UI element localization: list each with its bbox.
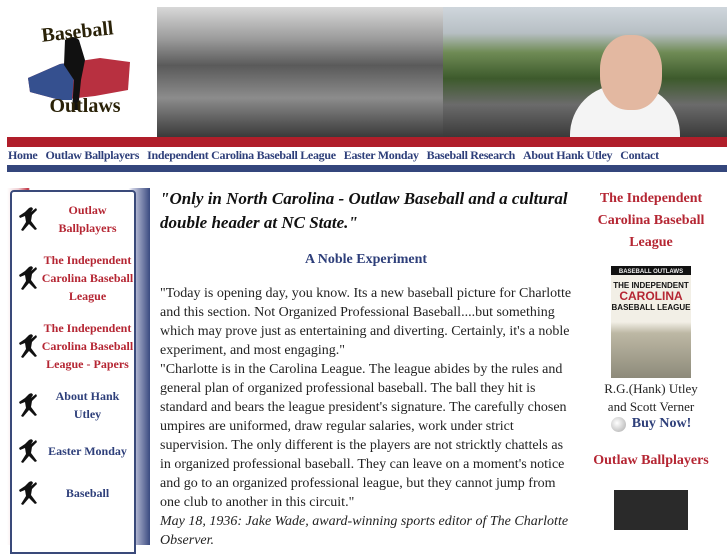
headline-quote: "Only in North Carolina - Outlaw Baseball and a cultural double header at NC State." <box>160 189 568 232</box>
book-cover[interactable] <box>611 266 691 378</box>
nav-contact[interactable]: Contact <box>620 148 659 162</box>
sidebar-item-label: Baseball <box>65 486 110 500</box>
sidebar-item-league-papers[interactable] <box>12 319 134 373</box>
pitcher-icon <box>15 437 41 465</box>
baseball-icon <box>611 417 626 432</box>
nav-outlaw-ballplayers[interactable]: Outlaw Ballplayers <box>45 148 140 162</box>
sidebar-item-baseball-research[interactable] <box>12 479 134 507</box>
nav-independent-carolina-baseball-league[interactable]: Independent Carolina Baseball League <box>147 148 336 162</box>
site-logo[interactable] <box>0 0 155 137</box>
attribution: May 18, 1936: Jake Wade, award-winning sports editor of The Charlotte Observer. <box>160 514 569 548</box>
right-column <box>575 188 727 530</box>
author-line-1: R.G.(Hank) Utley <box>604 381 698 396</box>
sidebar-item-easter-monday[interactable] <box>12 437 134 465</box>
pitcher-icon <box>15 205 41 233</box>
buy-now-link[interactable] <box>575 416 727 432</box>
book-heading-link[interactable]: The Independent Carolina Baseball League <box>597 191 705 250</box>
blue-divider <box>7 165 727 172</box>
outlaw-ballplayers-book-cover[interactable] <box>614 490 688 530</box>
main-content <box>160 187 572 550</box>
quote-paragraph-2: "Charlotte is in the Carolina League. The league abides by the rules and general plan of organized professional baseball. The ball they hit is standard and bears the league president's signature. The carefully chosen umpires are uniformed, draw regular salaries, work under strict supervision. The only different is the players are not stricktly chattels as in organized professional baseball. They can leave on a moment's notice and go to an organized professional league, but they cannot jump from one club to another in this circuit." <box>160 362 567 510</box>
sidebar-item-about-hank-utley[interactable] <box>12 387 134 423</box>
book-authors <box>575 380 727 416</box>
quote-paragraph-1: "Today is opening day, you know. Its a new baseball picture for Charlotte and this section. Not Organized Professional Baseball....but something which may prove just as entertaining and diverting. Certainly, it's a noble experiment, and most engaging." <box>160 286 572 358</box>
book-title-line1: THE INDEPENDENT <box>613 281 689 290</box>
svg-text:Outlaws: Outlaws <box>49 95 121 117</box>
pitcher-icon <box>15 264 41 292</box>
section-heading: A Noble Experiment <box>304 252 428 267</box>
historic-ballpark-photo <box>157 7 443 137</box>
nav-home[interactable]: Home <box>8 148 38 162</box>
sidebar-item-outlaw-ballplayers[interactable] <box>12 201 134 237</box>
nav-about-hank-utley[interactable]: About Hank Utley <box>523 148 613 162</box>
outlaw-ballplayers-heading-link[interactable]: Outlaw Ballplayers <box>593 453 709 468</box>
svg-text:Baseball: Baseball <box>40 17 115 47</box>
sidebar <box>10 190 136 554</box>
sidebar-item-label: Outlaw Ballplayers <box>58 203 117 235</box>
sidebar-item-independent-carolina-baseball-league[interactable] <box>12 251 134 305</box>
red-divider <box>7 137 727 147</box>
sidebar-item-label: About Hank Utley <box>55 389 120 421</box>
pitcher-icon <box>15 479 41 507</box>
nav-easter-monday[interactable]: Easter Monday <box>343 148 419 162</box>
sidebar-item-label: The Independent Carolina Baseball League - Papers <box>41 321 134 371</box>
book-title-line3: BASEBALL LEAGUE <box>611 303 691 312</box>
sidebar-item-label: Easter Monday <box>48 444 127 458</box>
portrait-face <box>600 35 662 110</box>
buy-now-label: Buy Now! <box>631 416 692 431</box>
sidebar-item-label: The Independent Carolina Baseball League <box>41 253 134 303</box>
nav-baseball-research[interactable]: Baseball Research <box>426 148 515 162</box>
pitcher-icon <box>15 391 41 419</box>
book-title-line2: CAROLINA <box>619 289 683 303</box>
book-series: BASEBALL OUTLAWS <box>618 269 684 275</box>
author-line-2: and Scott Verner <box>607 399 695 414</box>
top-nav <box>8 148 659 164</box>
pitcher-icon <box>15 332 41 360</box>
